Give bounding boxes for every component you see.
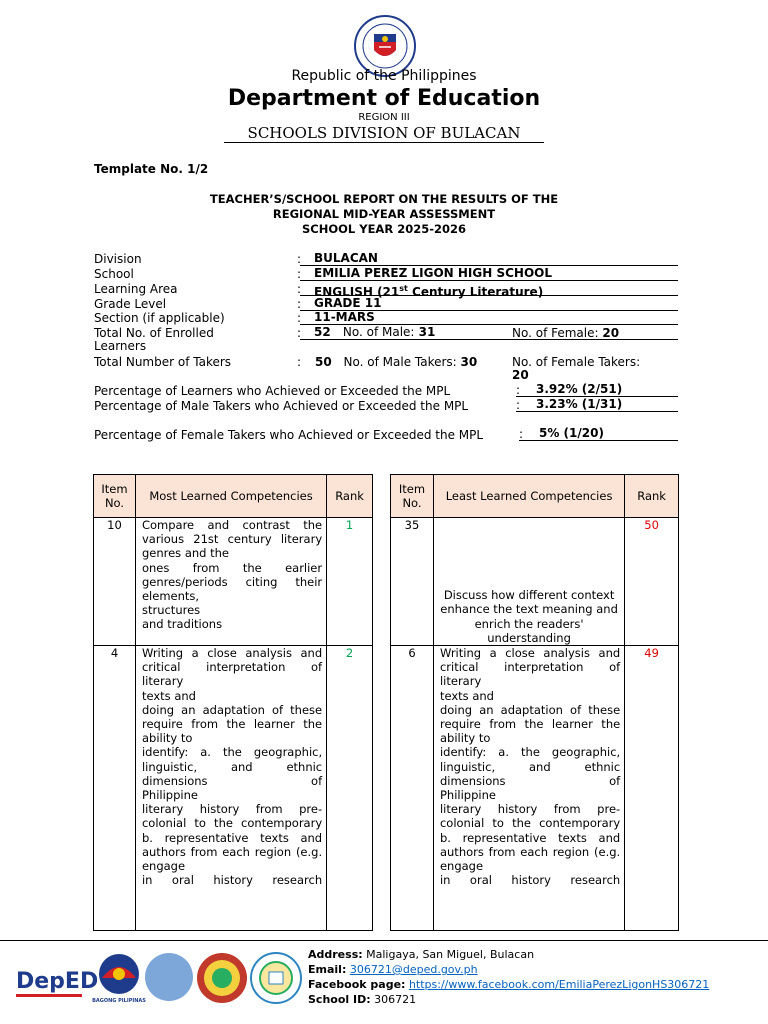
table-row (94, 646, 373, 931)
competency-text: Writing a close analysis and critical interpretation of literary texts and doing an adaptation of these require from the learner the ability to identify: a. the geographic, linguistic, and ethnic dimensions of Philippine literary history from pre-colonial to the contemporary b. representative texts and authors from each region (e.g. engage in oral history research (135, 646, 326, 931)
division-seal-logo (196, 952, 248, 1004)
facebook-link[interactable]: https://www.facebook.com/EmiliaPerezLigonHS306721 (408, 978, 710, 991)
pct-male-label: Percentage of Male Takers who Achieved or Exceeded the MPL (94, 399, 469, 413)
grade-level-label: Grade Level (94, 297, 167, 311)
division-label: Division (94, 252, 142, 266)
svg-text:BAGONG PILIPINAS: BAGONG PILIPINAS (92, 998, 146, 1004)
item-number: 6 (391, 646, 434, 931)
item-number: 4 (94, 646, 136, 931)
colon: : (297, 267, 302, 281)
report-title-line-2: REGIONAL MID-YEAR ASSESSMENT (272, 207, 496, 221)
female-count: No. of Female: 20 (512, 326, 620, 340)
colon: : (297, 326, 302, 340)
rank-value: 1 (327, 518, 373, 646)
learning-area-label: Learning Area (94, 282, 178, 296)
rank-value: 2 (327, 646, 373, 931)
pct-female-label: Percentage of Female Takers who Achieved or Exceeded the MPL (94, 428, 484, 442)
male-label: No. of Male: (342, 325, 415, 339)
most-rank-header: Rank (327, 475, 373, 518)
most-learned-table (93, 474, 373, 931)
colon: : (297, 297, 302, 311)
rank-value: 49 (625, 646, 679, 931)
colon: : (516, 383, 521, 397)
male-value: 31 (418, 325, 436, 339)
male-takers-value: 30 (460, 355, 478, 369)
learning-area-value: ENGLISH (21st Century Literature) (300, 282, 678, 296)
competency-text: Compare and contrast the various 21st century literary genres and the ones from the earlier genres/periods citing their elements, structures and traditions (135, 518, 326, 646)
competency-text: Writing a close analysis and critical interpretation of literary texts and doing an adaptation of these require from the learner the ability to identify: a. the geographic, linguistic, and ethnic dimensions of Philippine literary history from pre-colonial to the contemporary b. representative texts and authors from each region (e.g. engage in oral history research (433, 646, 624, 931)
footer-email: Email: 306721@deped.gov.ph (308, 963, 478, 976)
least-learned-table (390, 474, 679, 931)
rank-value: 50 (625, 518, 679, 646)
least-item-header: Item No. (391, 475, 434, 518)
enrolled-row (300, 326, 678, 340)
section-value: 11-MARS (300, 311, 678, 325)
header-region: REGION III (358, 112, 410, 123)
takers-value: 50 (315, 355, 332, 369)
footer-address: Address: Maligaya, San Miguel, Bulacan (308, 948, 535, 961)
colon: : (297, 311, 302, 325)
colon: : (297, 282, 302, 296)
header-divider (224, 142, 544, 143)
table-row (391, 646, 679, 931)
blue-circle-logo (144, 952, 194, 1002)
pct-male-value: 3.23% (1/31) (516, 398, 678, 412)
section-label: Section (if applicable) (94, 311, 225, 325)
header-division: SCHOOLS DIVISION OF BULACAN (247, 124, 521, 142)
school-seal-logo (250, 952, 302, 1004)
svg-text:DepED: DepED (16, 969, 99, 994)
takers-row (315, 356, 477, 369)
colon: : (297, 355, 302, 369)
header-department: Department of Education (227, 86, 541, 111)
most-item-header: Item No. (94, 475, 136, 518)
item-number: 10 (94, 518, 136, 646)
report-title-line-1: TEACHER’S/SCHOOL REPORT ON THE RESULTS OF THE (209, 192, 559, 206)
enrolled-value: 52 (314, 325, 331, 339)
enrolled-label: Total No. of Enrolled Learners (94, 326, 214, 353)
pct-female-value: 5% (1/20) (519, 427, 678, 441)
item-number: 35 (391, 518, 434, 646)
school-value: EMILIA PEREZ LIGON HIGH SCHOOL (300, 267, 678, 281)
header-republic: Republic of the Philippines (291, 68, 477, 84)
footer-divider (0, 940, 768, 941)
least-rank-header: Rank (625, 475, 679, 518)
division-value: BULACAN (300, 252, 678, 266)
template-number: Template No. 1/2 (94, 162, 209, 176)
footer-facebook: Facebook page: https://www.facebook.com/EmiliaPerezLigonHS306721 (308, 978, 710, 991)
table-row (391, 518, 679, 646)
table-row (94, 518, 373, 646)
most-comp-header: Most Learned Competencies (135, 475, 326, 518)
footer-school-id: School ID: 306721 (308, 993, 417, 1006)
deped-logo (14, 958, 99, 1004)
colon: : (519, 427, 524, 441)
bagong-pilipinas-logo (92, 952, 146, 1004)
grade-level-value: GRADE 11 (300, 297, 678, 311)
school-label: School (94, 267, 134, 281)
report-title-line-3: SCHOOL YEAR 2025-2026 (302, 222, 466, 236)
female-takers: No. of Female Takers: 20 (512, 355, 641, 382)
takers-label: Total Number of Takers (94, 355, 232, 369)
email-link[interactable]: 306721@deped.gov.ph (349, 963, 478, 976)
competency-text: Discuss how different context enhance the text meaning and enrich the readers' understanding (433, 518, 624, 646)
pct-learners-label: Percentage of Learners who Achieved or Exceeded the MPL (94, 384, 451, 398)
least-comp-header: Least Learned Competencies (433, 475, 624, 518)
male-takers-label: No. of Male Takers: (343, 355, 457, 369)
pct-learners-value: 3.92% (2/51) (516, 383, 678, 397)
colon: : (297, 252, 302, 266)
colon: : (516, 398, 521, 412)
